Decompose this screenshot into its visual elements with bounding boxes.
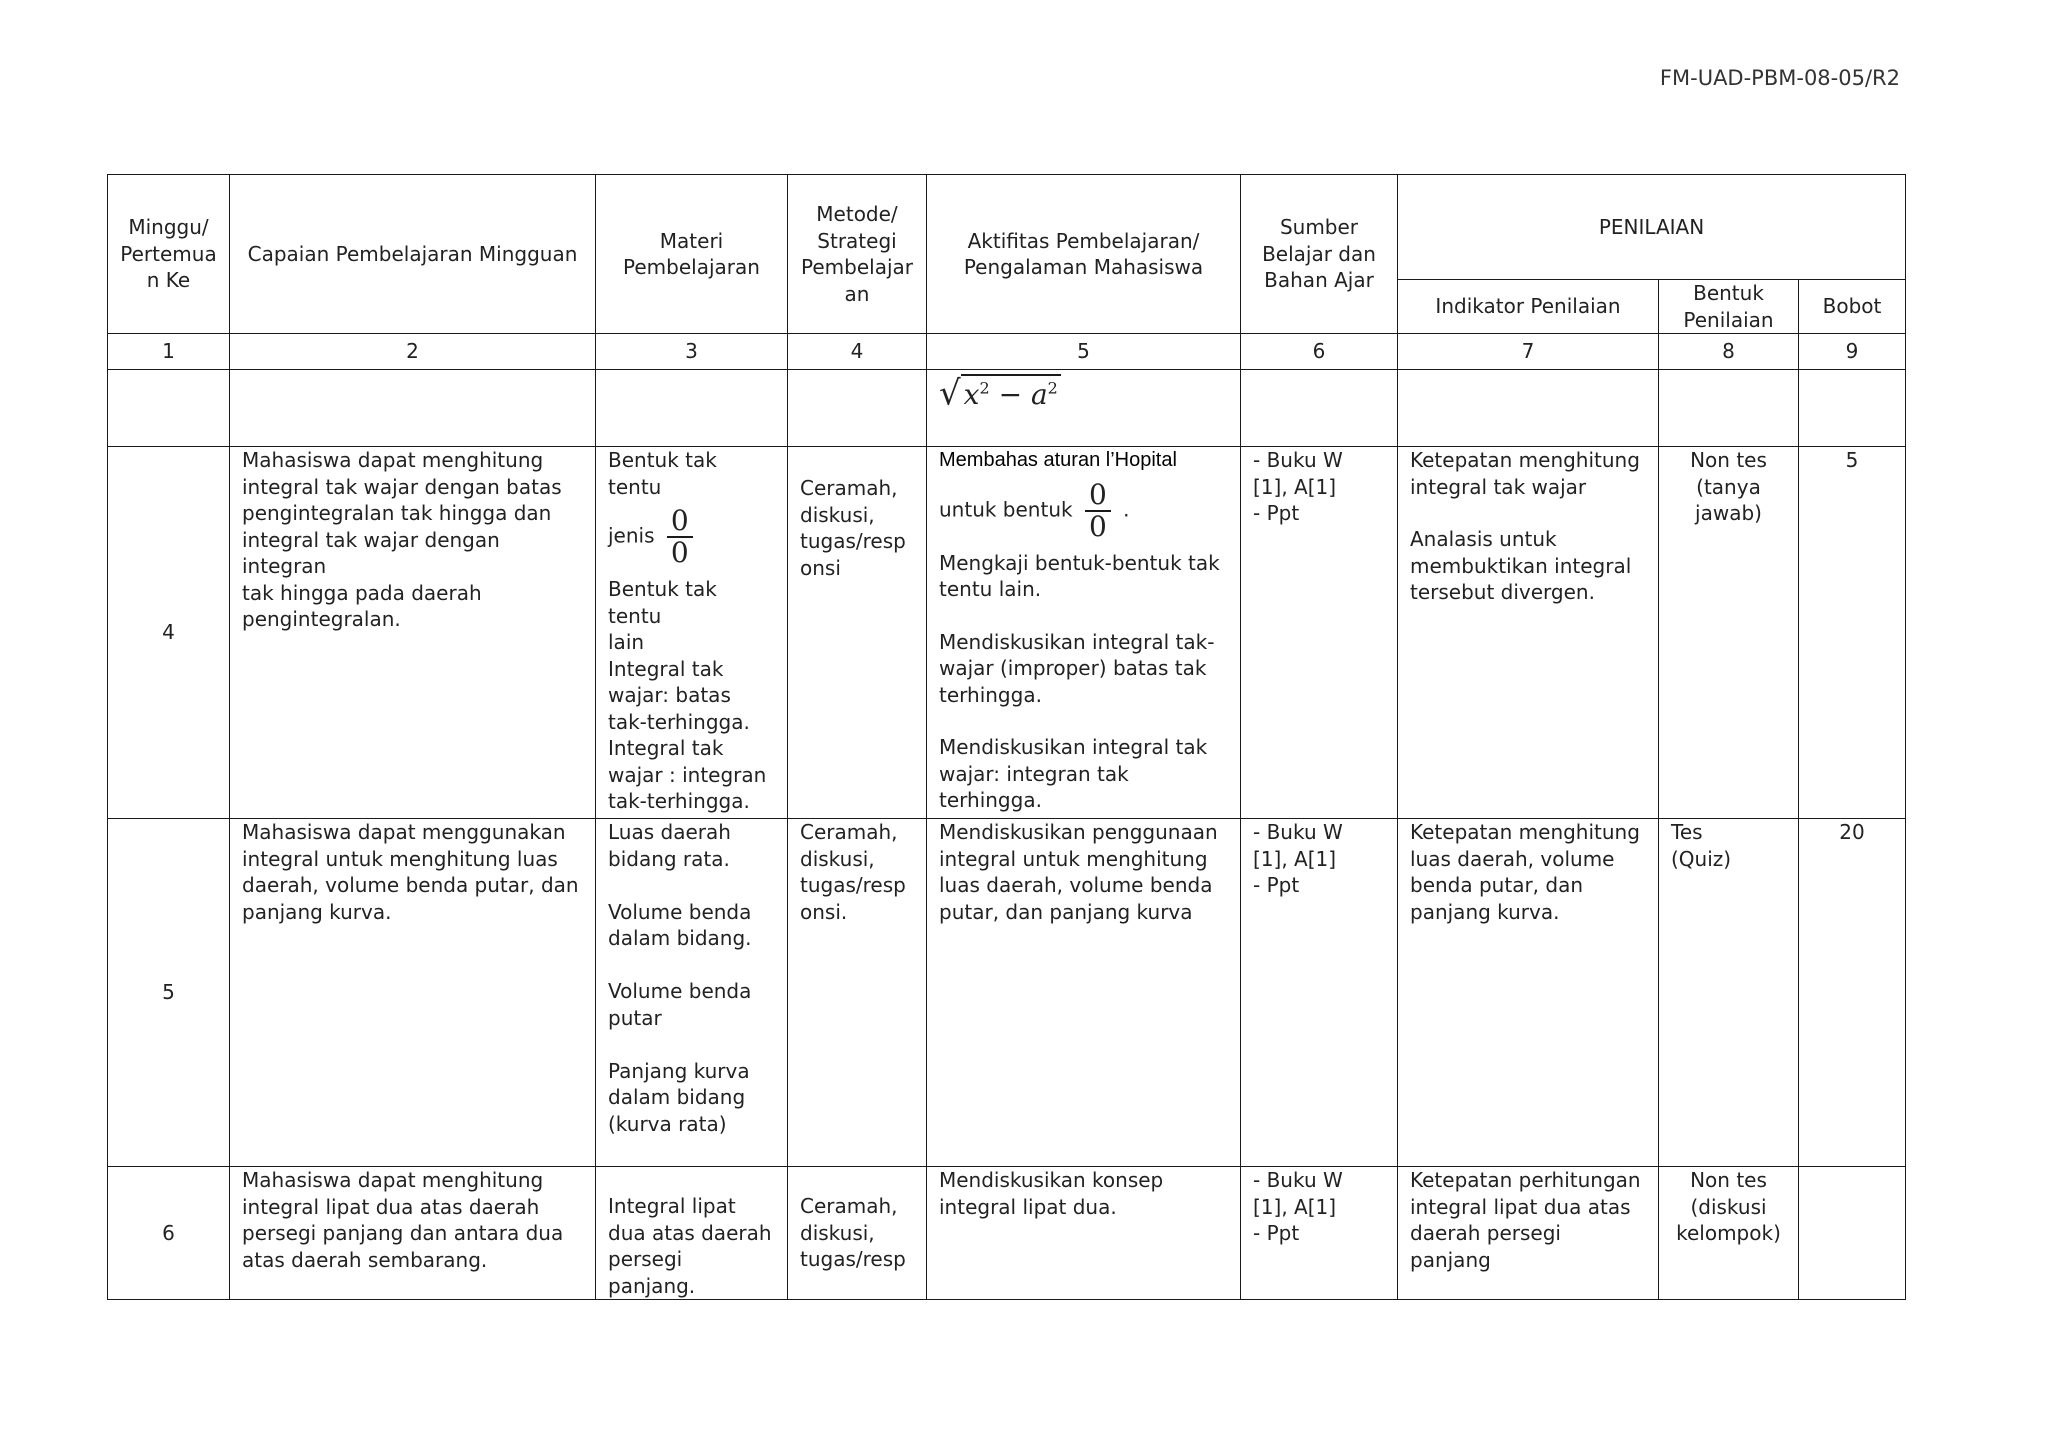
column-number: 8	[1659, 334, 1799, 370]
bentuk-cell: Non tes (tanya jawab)	[1659, 447, 1799, 819]
metode-cell: Ceramah, diskusi, tugas/resp	[788, 1167, 927, 1300]
column-number: 5	[927, 334, 1241, 370]
column-number: 3	[596, 334, 788, 370]
bobot-cell	[1799, 1167, 1906, 1300]
formula-cell	[927, 370, 1241, 447]
table-row	[108, 1167, 1906, 1300]
materi-cell: Bentuk tak tentu jenis $\frac{0}{0}$ Bentuk tak tentu lain Integral tak wajar: batas tak-terhingga. Integral tak wajar : integran tak-terhingga.	[596, 447, 788, 819]
materi-cell: Luas daerah bidang rata. Volume benda dalam bidang. Volume benda putar Panjang kurva dalam bidang (kurva rata)	[596, 819, 788, 1167]
column-number: 1	[108, 334, 230, 370]
table-row	[108, 447, 1906, 819]
indikator-cell: Ketepatan menghitung luas daerah, volume benda putar, dan panjang kurva.	[1398, 819, 1659, 1167]
column-number: 2	[230, 334, 596, 370]
bentuk-cell: Non tes (diskusi kelompok)	[1659, 1167, 1799, 1300]
sumber-cell: - Buku W [1], A[1] - Ppt	[1241, 447, 1398, 819]
table-row	[108, 819, 1906, 1167]
bobot-cell: 5	[1799, 447, 1906, 819]
aktifitas-cell: Membahas aturan l’Hopital untuk bentuk $\frac{0}{0}$ . Mengkaji bentuk-bentuk tak tentu lain. Mendiskusikan integral tak- wajar (improper) batas tak terhingga. Mendiskusikan integral tak wajar: integran tak terhingga.	[927, 447, 1241, 819]
week-number: 4	[108, 447, 230, 819]
header-row	[108, 175, 1906, 280]
week-number: 5	[108, 819, 230, 1167]
indikator-cell: Ketepatan perhitungan integral lipat dua atas daerah persegi panjang	[1398, 1167, 1659, 1300]
col-header-bentuk: Bentuk Penilaian	[1659, 280, 1799, 334]
column-number-row	[108, 334, 1906, 370]
column-number: 6	[1241, 334, 1398, 370]
col-header-capaian: Capaian Pembelajaran Mingguan	[230, 175, 596, 334]
col-header-minggu: Minggu/ Pertemua n Ke	[108, 175, 230, 334]
col-header-metode: Metode/ Strategi Pembelajar an	[788, 175, 927, 334]
sumber-cell: - Buku W [1], A[1] - Ppt	[1241, 1167, 1398, 1300]
col-header-bobot: Bobot	[1799, 280, 1906, 334]
col-header-materi: Materi Pembelajaran	[596, 175, 788, 334]
metode-cell: Ceramah, diskusi, tugas/resp onsi.	[788, 819, 927, 1167]
aktifitas-cell: Mendiskusikan penggunaan integral untuk menghitung luas daerah, volume benda putar, dan panjang kurva	[927, 819, 1241, 1167]
continuation-row	[108, 370, 1906, 447]
aktifitas-cell: Mendiskusikan konsep integral lipat dua.	[927, 1167, 1241, 1300]
sumber-cell: - Buku W [1], A[1] - Ppt	[1241, 819, 1398, 1167]
metode-cell: Ceramah, diskusi, tugas/resp onsi	[788, 447, 927, 819]
column-number: 4	[788, 334, 927, 370]
bentuk-cell: Tes (Quiz)	[1659, 819, 1799, 1167]
indikator-cell: Ketepatan menghitung integral tak wajar Analasis untuk membuktikan integral tersebut divergen.	[1398, 447, 1659, 819]
fraction-zero-over-zero: $\frac{0}{0}$	[667, 506, 693, 568]
capaian-cell: Mahasiswa dapat menggunakan integral untuk menghitung luas daerah, volume benda putar, dan panjang kurva.	[230, 819, 596, 1167]
col-header-sumber: Sumber Belajar dan Bahan Ajar	[1241, 175, 1398, 334]
materi-cell: Integral lipat dua atas daerah persegi panjang.	[596, 1167, 788, 1300]
rps-table	[107, 174, 1906, 1300]
capaian-cell: Mahasiswa dapat menghitung integral tak wajar dengan batas pengintegralan tak hingga dan integral tak wajar dengan integran tak hingga pada daerah pengintegralan.	[230, 447, 596, 819]
week-number: 6	[108, 1167, 230, 1300]
document-code: FM-UAD-PBM-08-05/R2	[1659, 66, 1900, 90]
col-header-indikator: Indikator Penilaian	[1398, 280, 1659, 334]
fraction-zero-over-zero: $\frac{0}{0}$	[1085, 480, 1111, 542]
bobot-cell: 20	[1799, 819, 1906, 1167]
sqrt-formula: √ $x^2 - a^2$	[939, 376, 1061, 409]
column-number: 7	[1398, 334, 1659, 370]
capaian-cell: Mahasiswa dapat menghitung integral lipat dua atas daerah persegi panjang dan antara dua atas daerah sembarang.	[230, 1167, 596, 1300]
col-header-penilaian: PENILAIAN	[1398, 175, 1906, 280]
column-number: 9	[1799, 334, 1906, 370]
col-header-aktifitas: Aktifitas Pembelajaran/ Pengalaman Mahasiswa	[927, 175, 1241, 334]
